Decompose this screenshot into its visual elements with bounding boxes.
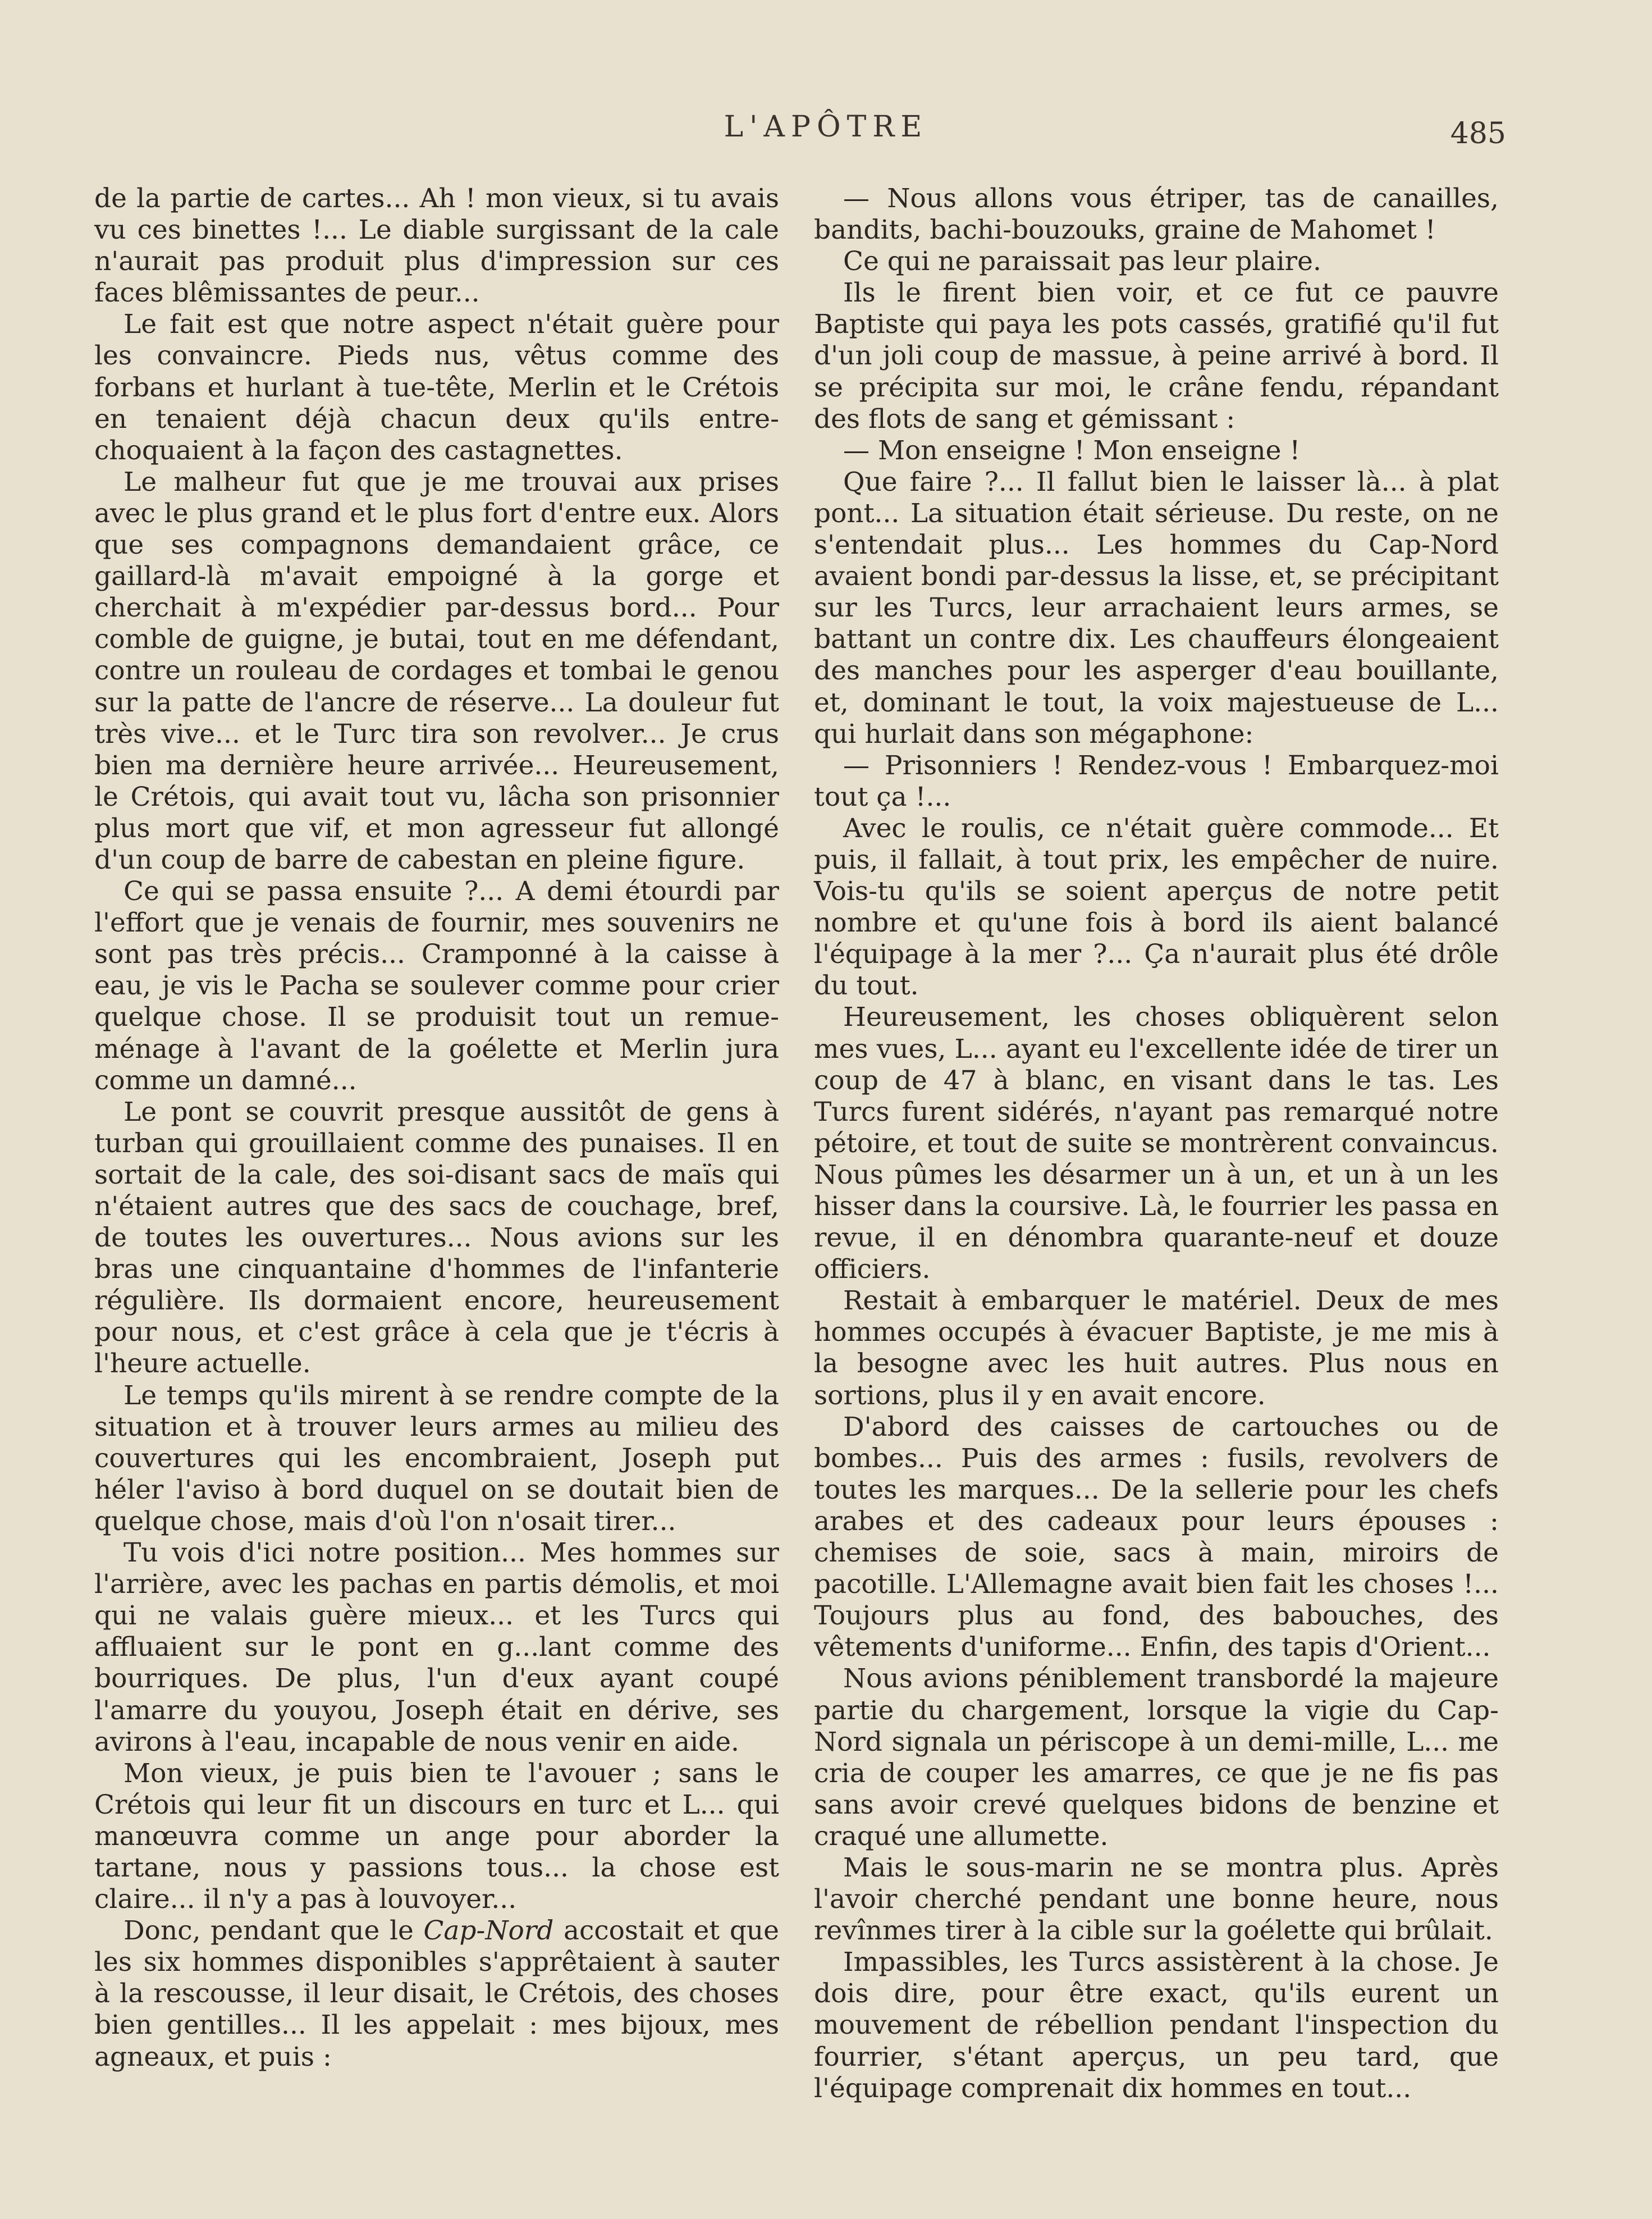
right-column [814,183,1499,2104]
paragraph: Nous avions péniblement transbordé la majeure partie du chargement, lorsque la vigie du Cap-Nord signala un périscope à un demi-mille, L... me cria de couper les amarres, ce que je ne fis pas sans avoir crevé quelques bidons de benzine et craqué une allumette. [814,1663,1499,1852]
paragraph: Ce qui ne paraissait pas leur plaire. [843,246,1321,277]
paragraph: Impassibles, les Turcs assistèrent à la chose. Je dois dire, pour être exact, qu'ils eurent un mouvement de rébellion pendant l'inspection du fourrier, s'étant aperçus, un peu tard, que l'équipage comprenait dix hommes en tout... [814,1947,1499,2104]
page-number: 485 [1450,117,1506,150]
paragraph: Le pont se couvrit presque aussitôt de gens à turban qui grouillaient comme des punaises. Il en sortait de la cale, des soi-disant sacs de maïs qui n'étaient autres que des sacs de couchage, bref, de toutes les ouvertures... Nous avions sur les bras une cinquantaine d'hommes de l'infanterie régulière. Ils dormaient encore, heureusement pour nous, et c'est grâce à cela que je t'écris à l'heure actuelle. [94,1096,779,1380]
paragraph: Avec le roulis, ce n'était guère commode... Et puis, il fallait, à tout prix, les empêcher de nuire. Vois-tu qu'ils se soient aperçus de notre petit nombre et qu'une fois à bord ils aient balancé l'équipage à la mer ?... Ça n'aurait plus été drôle du tout. [814,812,1499,1002]
paragraph: Mon vieux, je puis bien te l'avouer ; sans le Crétois qui leur fit un discours en turc et L... qui manœuvra comme un ange pour aborder la tartane, nous y passions tous... la chose est claire... il n'y a pas à louvoyer... [94,1757,779,1915]
paragraph: Tu vois d'ici notre position... Mes hommes sur l'arrière, avec les pachas en partis démolis, et moi qui ne valais guère mieux... et les Turcs qui affluaient sur le pont en g...lant comme des bourriques. De plus, l'un d'eux ayant coupé l'amarre du youyou, Joseph était en dérive, ses avirons à l'eau, incapable de nous venir en aide. [94,1537,779,1757]
text-run: accostait et que les six hommes disponibles s'apprêtaient à sauter à la rescousse, il leur disait, le Crétois, des choses bien gentilles... Il les appelait : mes bijoux, mes agneaux, et puis : [94,1915,779,2072]
left-column [94,183,779,2073]
paragraph: Le temps qu'ils mirent à se rendre compte de la situation et à trouver leurs armes au milieu des couvertures qui les encombraient, Joseph put héler l'aviso à bord duquel on se doutait bien de quelque chose, mais d'où l'on n'osait tirer... [94,1380,779,1537]
paragraph: Mais le sous-marin ne se montra plus. Après l'avoir cherché pendant une bonne heure, nous revînmes tirer à la cible sur la goélette qui brûlait. [814,1852,1499,1947]
text-run: Donc, pendant que le [123,1915,424,1947]
paragraph: — Mon enseigne ! Mon enseigne ! [843,435,1301,466]
paragraph: Le malheur fut que je me trouvai aux prises avec le plus grand et le plus fort d'entre eux. Alors que ses compagnons demandaient grâce, ce gaillard-là m'avait empoigné à la gorge et cherchait à m'expédier par-dessus bord... Pour comble de guigne, je butai, tout en me défendant, contre un rouleau de cordages et tombai le genou sur la patte de l'ancre de réserve... La douleur fut très vive... et le Turc tira son revolver... Je crus bien ma dernière heure arrivée... Heureusement, le Crétois, qui avait tout vu, lâcha son prisonnier plus mort que vif, et mon agresseur fut allongé d'un coup de barre de cabestan en pleine figure. [94,466,779,875]
paragraph: — Prisonniers ! Rendez-vous ! Embarquez-moi tout ça !... [814,750,1499,812]
paragraph: de la partie de cartes... Ah ! mon vieux, si tu avais vu ces binettes !... Le diable surgissant de la cale n'aurait pas produit plus d'impression sur ces faces blêmissantes de peur... [94,183,779,309]
paragraph: D'abord des caisses de cartouches ou de bombes... Puis des armes : fusils, revolvers de toutes les marques... De la sellerie pour les chefs arabes et des cadeaux pour leurs épouses : chemises de soie, sacs à main, miroirs de pacotille. L'Allemagne avait bien fait les choses !... Toujours plus au fond, des babouches, des vêtements d'uniforme... Enfin, des tapis d'Orient... [814,1411,1499,1663]
paragraph: Ils le firent bien voir, et ce fut ce pauvre Baptiste qui paya les pots cassés, gratifié qu'il fut d'un joli coup de massue, à peine arrivé à bord. Il se précipita sur moi, le crâne fendu, répandant des flots de sang et gémissant : [814,277,1499,435]
paragraph: Le fait est que notre aspect n'était guère pour les convaincre. Pieds nus, vêtus comme des forbans et hurlant à tue-tête, Merlin et le Crétois en tenaient déjà chacun deux qu'ils entre-choquaient à la façon des castagnettes. [94,309,779,466]
paragraph: Restait à embarquer le matériel. Deux de mes hommes occupés à évacuer Baptiste, je me mis à la besogne avec les huit autres. Plus nous en sortions, plus il y en avait encore. [814,1285,1499,1411]
paragraph: — Nous allons vous étriper, tas de canailles, bandits, bachi-bouzouks, graine de Mahomet ! [814,183,1499,246]
paragraph: Ce qui se passa ensuite ?... A demi étourdi par l'effort que je venais de fournir, mes souvenirs ne sont pas très précis... Cramponné à la caisse à eau, je vis le Pacha se soulever comme pour crier quelque chose. Il se produisit tout un remue-ménage à l'avant de la goélette et Merlin jura comme un damné... [94,876,779,1096]
ship-name: Cap-Nord [423,1915,554,1947]
paragraph: Heureusement, les choses obliquèrent selon mes vues, L... ayant eu l'excellente idée de tirer un coup de 47 à blanc, en visant dans le tas. Les Turcs furent sidérés, n'ayant pas remarqué notre pétoire, et tout de suite se montrèrent convaincus. Nous pûmes les désarmer un à un, et un à un les hisser dans la coursive. Là, le fourrier les passa en revue, il en dénombra quarante-neuf et douze officiers. [814,1002,1499,1285]
running-title: L'APÔTRE [724,110,928,144]
paragraph: Que faire ?... Il fallut bien le laisser là... à plat pont... La situation était sérieuse. Du reste, on ne s'entendait plus... Les hommes du Cap-Nord avaient bondi par-dessus la lisse, et, se précipitant sur les Turcs, leur arrachaient leurs armes, se battant un contre dix. Les chauffeurs élongeaient des manches pour les asperger d'eau bouillante, et, dominant le tout, la voix majestueuse de L... qui hurlait dans son mégaphone: [814,466,1499,750]
paragraph [94,1915,779,2072]
